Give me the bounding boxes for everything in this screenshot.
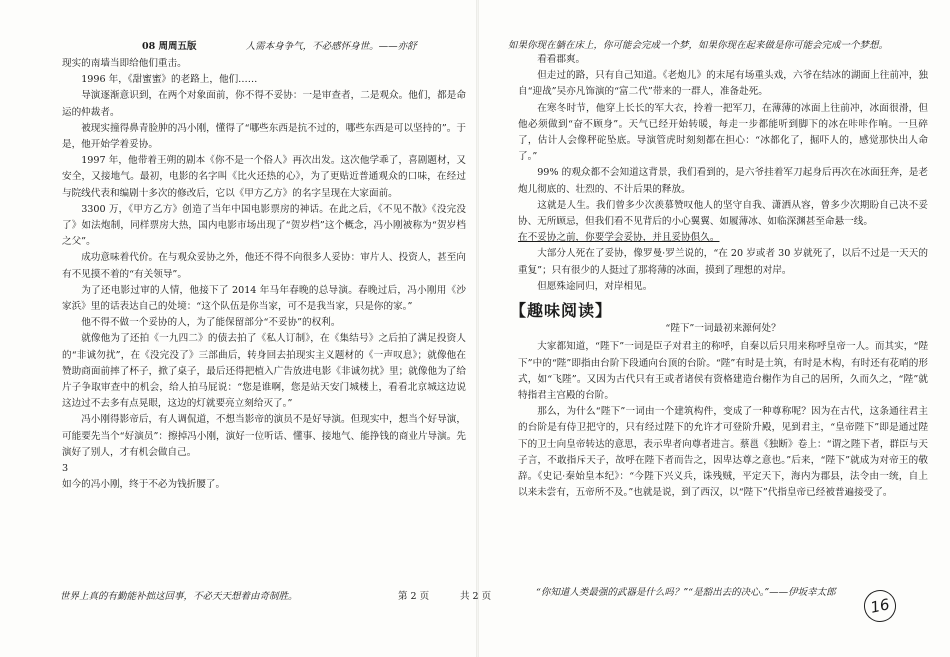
paragraph: 在寒冬时节，他穿上长长的军大衣，拎着一把军刀，在薄薄的冰面上往前冲，冰面很滑，但他必须做到“奋不顾身”。天气已经开始转暖，每走一步都能听到脚下的冰在咔咔作响。一旦碎了，估计人会像秤砣坠底。导演管虎时刻刻都在担心：“冰都化了，掘吓人的，感觉那快出人命了。” [518, 102, 928, 163]
paragraph: 1996 年，《甜蜜蜜》的老路上，他们…… [81, 74, 258, 86]
paragraph: 但愿殊途同归，对岸相见。 [537, 280, 653, 292]
page-number: 第 2 页 [398, 591, 430, 602]
underlined-paragraph: 在不妥协之前，你要学会妥协，并且妥协俱久。 [518, 232, 720, 244]
paragraph: 这就是人生。我们曾多少次羡慕赞叹他人的坚守自我、潇洒从容，曾多少次期盼自己决不妥协、无所顾忌，但我们看不见背后的小心翼翼、如履薄冰、如临深渊甚至命悬一线。 [518, 199, 928, 228]
section-title: 【趣味阅读】 [510, 301, 613, 321]
paragraph: 为了还电影过审的人情，他接下了 2014 年马年春晚的总导演。春晚过后，冯小刚用《沙家浜》里的话表达自己的处境：“这个队伍是你当家，可不是我当家，只是你的家。” [62, 284, 466, 313]
paragraph: 成功意味着代价。在与观众妥协之外，他还不得不向很多人妥协：审片人、投资人，甚至向有不见摸不着的“有关领导”。 [62, 252, 466, 280]
right-page [478, 0, 950, 657]
header-quote: 人需本身争气，不必感怀身世。——亦舒 [245, 41, 417, 52]
paragraph: 99% 的观众都不会知道这背景，我们看到的，是六爷挂着军刀起身后再次在冰面狂奔，是老炮儿彻底的、壮烈的、不计后果的释放。 [518, 167, 928, 195]
paragraph: 那么，为什么“陛下”一词由一个建筑构件，变成了一种尊称呢？因为在古代，这条通往君主的台阶是有侍卫把守的，只有经过陛下的允许才可登阶升殿，见到君主，“皇帝陛下”即是通过陛下的卫士向皇帝转达的意思，表示卑者向尊者进言。蔡邕《独断》卷上：“谓之陛下者，群臣与天子言，不敢指斥天子，故呼在陛下者而告之，因卑达尊之意也。”后来，“陛下”就成为对帝王的敬辞。《史记·秦始皇本纪》：“今陛下兴义兵，诛残贼，平定天下，海内为郡县，法令由一统，自上以来未尝有，五帝所不及。”也就是说，到了西汉，以“陛下”代指皇帝已经被普遍接受了。 [518, 406, 928, 499]
total-pages: 共 2 页 [460, 591, 492, 602]
paragraph: 但走过的路，只有自己知道。《老炮儿》的末尾有场重头戏，六爷在结冰的湖面上往前冲，独自“迎战”吴亦凡饰演的“富二代”带来的一群人，准备赴死。 [518, 70, 928, 98]
right-footer-quote: “你知道人类最强的武器是什么吗？”“是豁出去的决心。”——伊坂幸太郎 [536, 587, 836, 598]
left-body [62, 56, 466, 493]
section-subtitle: “陛下”一词最初来源何处？ [665, 323, 781, 335]
paragraph: 冯小刚得影帝后，有人调侃道，不想当影帝的演员不是好导演。但现实中，想当个好导演，可能要先当个“好演员”：擦掉冯小刚，演好一位听话、懂事、接地气、能挣钱的商业片导演。先演好了别人，才有机会做自己。 [62, 414, 466, 458]
handwritten-page-mark: 16 [861, 587, 899, 625]
paragraph: 3300 万，《甲方乙方》创造了当年中国电影票房的神话。在此之后，《不见不散》《没完没了》如法炮制，同样票房大热，国内电影市场出现了“贺岁档”这个概念，冯小刚被称为“贺岁档之父”。 [62, 203, 466, 248]
paragraph: 大家都知道，“陛下”一词是臣子对君主的称呼，自秦以后只用来称呼皇帝一人。而其实，“陛下”中的“陛”即指由台阶下段通向台顶的台阶。“陛”有时是土筑，有时是木构，有时还有花哨的形式，如“飞陛”。又因为古代只有王或者诸侯有资格建造台榭作为自己的居所，久而久之，“陛”就特指君主宫殿的台阶。 [518, 341, 928, 402]
paragraph: 被现实撞得鼻青脸肿的冯小刚，懂得了“哪些东西是抗不过的，哪些东西是可以坚持的”。于是，他开始学着妥协。 [62, 122, 466, 151]
left-header [142, 38, 417, 52]
issue-label: 08 周周五版 [142, 41, 197, 52]
paragraph: 如今的冯小刚，终于不必为钱折腰了。 [62, 479, 226, 491]
section-number: 3 [62, 463, 69, 475]
paragraph: 现实的南墙当即给他们重击。 [62, 58, 187, 69]
paragraph: 1997 年，他带着王朔的剧本《你不是一个俗人》再次出发。这次他学乖了，喜剧题材，又安全，又接地气。最初，电影的名字叫《比火还热的心》，为了更贴近普通观众的口味，在经过与院线代表和编剧十多次的修改后，它以《甲方乙方》的名字呈现在大家面前。 [62, 155, 466, 199]
paragraph: 看看郡爽。 [537, 54, 586, 65]
paragraph: 大部分人死在了妥协，像罗曼·罗兰说的，“在 20 岁或者 30 岁就死了，以后不过是一天天的重复”；只有很少的人挺过了那将薄的冰面，摸到了理想的对岸。 [518, 248, 928, 276]
left-footer-quote: 世界上真的有勤能补拙这回事，不必天天想着由奇制胜。 [60, 591, 298, 602]
right-body [510, 52, 928, 501]
paragraph: 导演逐渐意识到，在两个对象面前，你不得不妥协：一是审查者，二是观众。他们，都是命运的仲裁者。 [62, 90, 466, 118]
paragraph: 就像他为了还拍《一九四二》的债去拍了《私人订制》，在《集结号》之后拍了满足投资人的“非诚勿扰”，在《没完没了》三部曲后，转身回去拍现实主义题材的《一声叹息》；就像他在赞助商面前摔了杯子，掀了桌子，最后还得把植入广告放进电影《非诚勿扰》里；就像他为了给片子争取审查中的机会，给人拍马屁说：“您是谁啊，您是站天安门城楼上，看看北京城这边说这边过不去多有点晃眼，这边的灯就要亮立刻给灭了。” [62, 333, 466, 410]
right-header-quote: 如果你现在躺在床上，你可能会完成一个梦，如果你现在起来做是你可能会完成一个梦想。 [508, 40, 889, 51]
paragraph: 他不得不做一个妥协的人，为了能保留部分“不妥协”的权利。 [81, 317, 341, 329]
